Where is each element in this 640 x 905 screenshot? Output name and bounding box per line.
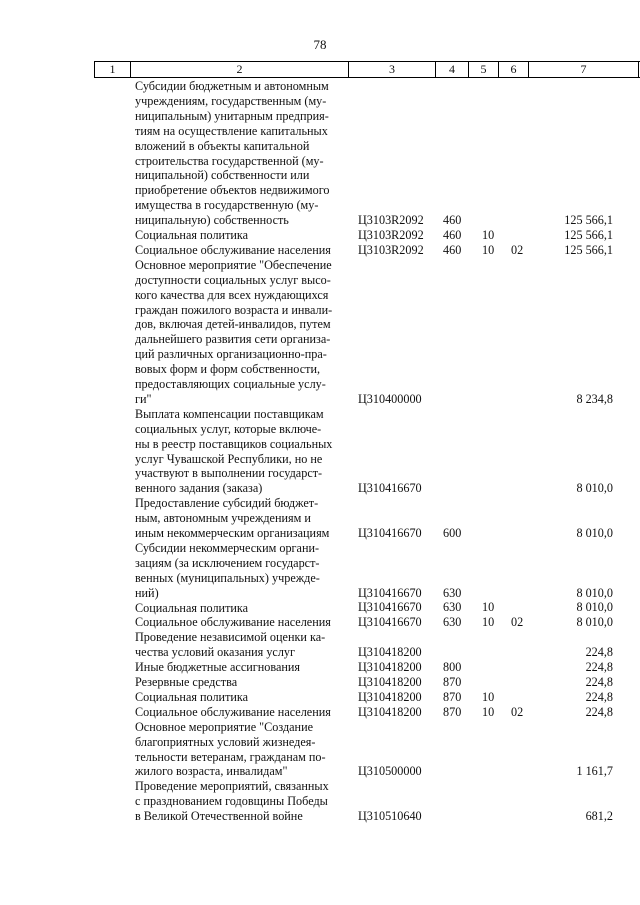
row-code: Ц310416670	[358, 481, 422, 496]
row-name	[135, 407, 348, 496]
row-vr: 460	[443, 242, 462, 257]
table-row	[0, 407, 640, 496]
row-name	[135, 675, 348, 690]
row-vr: 870	[443, 689, 462, 704]
row-name-line: вовых форм и форм собственности,	[135, 362, 321, 377]
row-sum: 1 161,7	[576, 764, 613, 779]
row-code: Ц310418200	[358, 645, 422, 660]
row-name-line: ниципальной) собственности или	[135, 168, 310, 183]
row-name-line: тиям на осуществление капитальных	[135, 123, 328, 138]
row-code: Ц310418200	[358, 674, 422, 689]
row-vr: 630	[443, 600, 462, 615]
table-row	[0, 79, 640, 228]
header-col-4: 4	[435, 62, 468, 77]
row-name-line: доступности социальных услуг высо-	[135, 272, 331, 287]
row-name	[135, 630, 348, 660]
row-code: Ц310510640	[358, 809, 422, 824]
row-name	[135, 541, 348, 601]
row-code: Ц310416670	[358, 525, 422, 540]
row-name-line: ций различных организационно-пра-	[135, 347, 327, 362]
table-row	[0, 541, 640, 601]
row-sum: 125 566,1	[564, 242, 613, 257]
row-sum: 8 010,0	[576, 600, 613, 615]
row-vr: 870	[443, 704, 462, 719]
row-code: Ц3103R2092	[358, 227, 424, 242]
row-sum: 125 566,1	[564, 213, 613, 228]
row-sum: 8 010,0	[576, 525, 613, 540]
row-name-line: Социальная политика	[135, 689, 249, 704]
row-name-line: участвуют в выполнении государст-	[135, 466, 323, 481]
row-sum: 224,8	[585, 674, 613, 689]
header-col-2: 2	[130, 62, 348, 77]
row-name-line: приобретение объектов недвижимого	[135, 183, 330, 198]
row-pr: 02	[511, 704, 524, 719]
row-code: Ц3103R2092	[358, 242, 424, 257]
row-name-line: Проведение мероприятий, связанных	[135, 779, 329, 794]
row-code: Ц310416670	[358, 585, 422, 600]
row-name-line: ны в реестр поставщиков социальных	[135, 436, 333, 451]
table-row	[0, 720, 640, 780]
header-col-6: 6	[498, 62, 528, 77]
row-sum: 8 010,0	[576, 585, 613, 600]
table-row	[0, 615, 640, 630]
table-row	[0, 705, 640, 720]
row-rz: 10	[482, 600, 495, 615]
header-col-3: 3	[348, 62, 435, 77]
row-code: Ц310400000	[358, 391, 422, 406]
row-name-line: венных (муниципальных) учрежде-	[135, 570, 320, 585]
row-sum: 8 234,8	[576, 391, 613, 406]
row-name	[135, 660, 348, 675]
row-name-line: строительства государственной (му-	[135, 153, 324, 168]
row-name-line: благоприятных условий жизнедея-	[135, 734, 316, 749]
row-name-line: Выплата компенсации поставщикам	[135, 406, 324, 421]
row-name	[135, 258, 348, 407]
row-name-line: дальнейшего развития сети организа-	[135, 332, 331, 347]
row-name	[135, 720, 348, 780]
row-name-line: Социальное обслуживание населения	[135, 704, 331, 719]
row-pr: 02	[511, 615, 524, 630]
row-name-line: жилого возраста, инвалидам"	[135, 764, 288, 779]
table-row	[0, 243, 640, 258]
row-name-line: ным, автономным учреждениям и	[135, 511, 311, 526]
row-name	[135, 228, 348, 243]
row-name-line: социальных услуг, которые включе-	[135, 421, 322, 436]
header-col-1: 1	[94, 62, 130, 77]
row-name-line: предоставляющих социальные услу-	[135, 377, 326, 392]
row-pr: 02	[511, 242, 524, 257]
row-rz: 10	[482, 615, 495, 630]
row-name-line: вложений в объекты капитальной	[135, 138, 310, 153]
row-name-line: в Великой Отечественной войне	[135, 809, 303, 824]
row-vr: 630	[443, 615, 462, 630]
row-vr: 460	[443, 227, 462, 242]
row-sum: 224,8	[585, 704, 613, 719]
row-name-line: с празднованием годовщины Победы	[135, 794, 328, 809]
row-name-line: Социальное обслуживание населения	[135, 242, 331, 257]
page-number: 78	[313, 37, 327, 52]
row-name	[135, 615, 348, 630]
row-code: Ц3103R2092	[358, 213, 424, 228]
row-code: Ц310416670	[358, 600, 422, 615]
row-code: Ц310500000	[358, 764, 422, 779]
row-sum: 224,8	[585, 689, 613, 704]
table-row	[0, 660, 640, 675]
row-name-line: Субсидии бюджетным и автономным	[135, 79, 329, 93]
row-code: Ц310416670	[358, 615, 422, 630]
row-vr: 630	[443, 585, 462, 600]
row-name-line: тельности ветеранам, гражданам по-	[135, 749, 326, 764]
table-row	[0, 228, 640, 243]
row-name-line: Социальная политика	[135, 228, 249, 242]
row-code: Ц310418200	[358, 689, 422, 704]
row-name-line: Иные бюджетные ассигнования	[135, 660, 301, 675]
row-name-line: граждан пожилого возраста и инвали-	[135, 302, 333, 317]
row-name-line: иным некоммерческим организациям	[135, 526, 330, 540]
row-rz: 10	[482, 704, 495, 719]
row-name-line: Социальное обслуживание населения	[135, 615, 331, 630]
row-name	[135, 705, 348, 720]
row-vr: 460	[443, 213, 462, 228]
table-header	[94, 61, 640, 78]
row-name-line: учреждениям, государственным (му-	[135, 93, 327, 108]
row-sum: 681,2	[585, 809, 613, 824]
row-name-line: услуг Чувашской Республики, но не	[135, 451, 323, 466]
row-code: Ц310418200	[358, 704, 422, 719]
row-rz: 10	[482, 689, 495, 704]
row-name-line: зациям (за исключением государст-	[135, 555, 320, 570]
table-row	[0, 630, 640, 660]
row-sum: 125 566,1	[564, 227, 613, 242]
table-row	[0, 690, 640, 705]
row-vr: 800	[443, 660, 462, 675]
table-row	[0, 675, 640, 690]
row-name-line: Основное мероприятие "Обеспечение	[135, 257, 332, 272]
row-name	[135, 779, 348, 824]
row-name-line: ниципальным) унитарным предприя-	[135, 108, 329, 123]
row-rz: 10	[482, 242, 495, 257]
table-row	[0, 601, 640, 616]
row-name-line: ги"	[135, 391, 152, 406]
row-name-line: Предоставление субсидий бюджет-	[135, 496, 319, 511]
row-name-line: дов, включая детей-инвалидов, путем	[135, 317, 331, 332]
row-name-line: чества условий оказания услуг	[135, 645, 295, 660]
row-name	[135, 243, 348, 258]
row-vr: 870	[443, 674, 462, 689]
row-name	[135, 690, 348, 705]
row-sum: 224,8	[585, 660, 613, 675]
row-sum: 8 010,0	[576, 481, 613, 496]
table-row	[0, 496, 640, 541]
row-name-line: кого качества для всех нуждающихся	[135, 287, 329, 302]
table-row	[0, 779, 640, 824]
row-name-line: ниципальную) собственность	[135, 213, 289, 228]
row-name-line: Проведение независимой оценки ка-	[135, 630, 326, 645]
row-sum: 224,8	[585, 645, 613, 660]
row-name	[135, 79, 348, 228]
header-col-7: 7	[528, 62, 639, 77]
table-row	[0, 258, 640, 407]
row-rz: 10	[482, 227, 495, 242]
header-col-5: 5	[468, 62, 498, 77]
row-name-line: Резервные средства	[135, 675, 238, 689]
row-name-line: Социальная политика	[135, 600, 249, 615]
row-name-line: ний)	[135, 585, 159, 600]
row-sum: 8 010,0	[576, 615, 613, 630]
row-name-line: имущества в государственную (му-	[135, 198, 319, 213]
row-code: Ц310418200	[358, 660, 422, 675]
row-name-line: Субсидии некоммерческим органи-	[135, 540, 320, 555]
row-name-line: венного задания (заказа)	[135, 481, 263, 496]
row-name-line: Основное мероприятие "Создание	[135, 719, 314, 734]
row-vr: 600	[443, 525, 462, 540]
row-name	[135, 496, 348, 541]
row-name	[135, 601, 348, 616]
